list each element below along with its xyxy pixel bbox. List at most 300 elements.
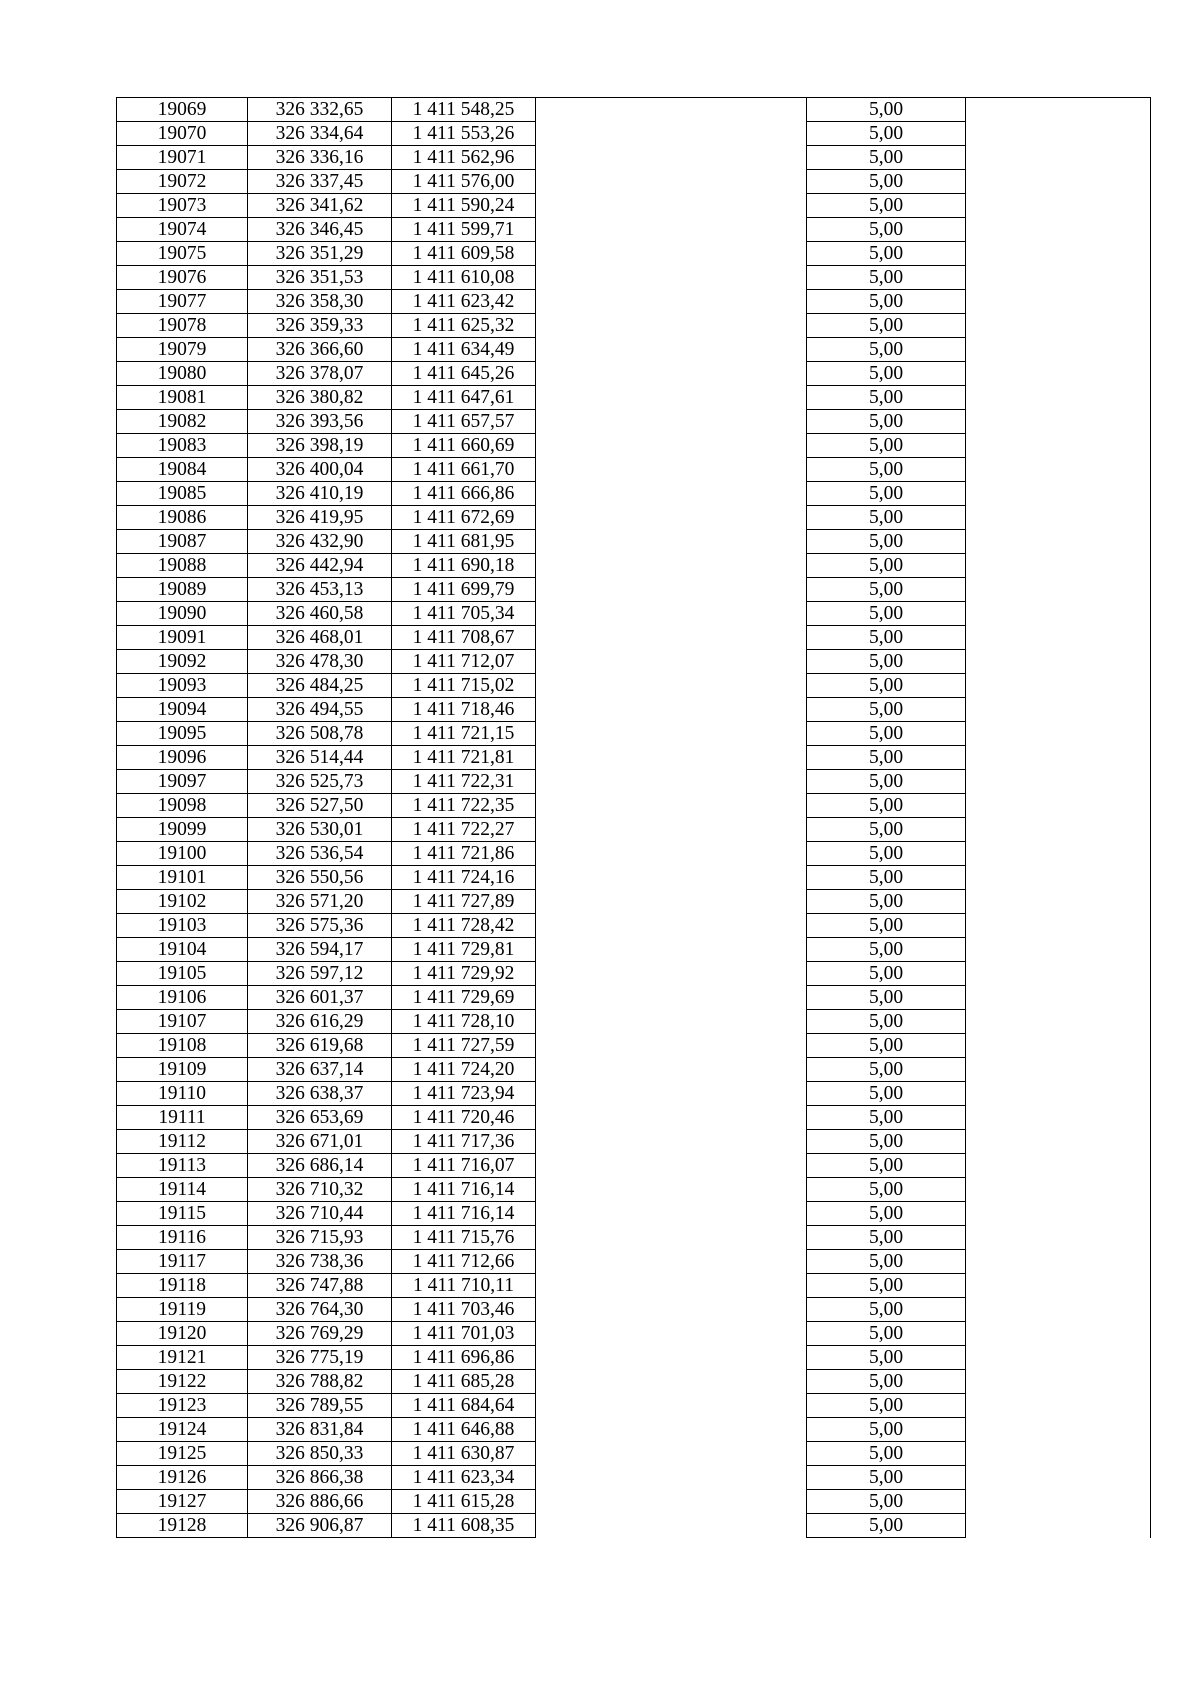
error-cell: 5,00	[807, 938, 966, 962]
point-number-cell: 19115	[117, 1202, 248, 1226]
point-number-cell: 19080	[117, 362, 248, 386]
error-cell: 5,00	[807, 1322, 966, 1346]
error-cell: 5,00	[807, 314, 966, 338]
error-cell: 5,00	[807, 1466, 966, 1490]
blank-cell	[536, 794, 807, 818]
point-number-cell: 19126	[117, 1466, 248, 1490]
table-row	[117, 746, 1151, 770]
table-row	[117, 1394, 1151, 1418]
error-cell: 5,00	[807, 146, 966, 170]
blank-cell	[536, 602, 807, 626]
y-coordinate-cell: 1 411 615,28	[392, 1490, 536, 1514]
x-coordinate-cell: 326 478,30	[248, 650, 392, 674]
blank-cell	[536, 1010, 807, 1034]
blank-cell	[966, 1322, 1151, 1346]
point-number-cell: 19083	[117, 434, 248, 458]
x-coordinate-cell: 326 769,29	[248, 1322, 392, 1346]
point-number-cell: 19085	[117, 482, 248, 506]
point-number-cell: 19121	[117, 1346, 248, 1370]
y-coordinate-cell: 1 411 645,26	[392, 362, 536, 386]
point-number-cell: 19090	[117, 602, 248, 626]
blank-cell	[966, 146, 1151, 170]
x-coordinate-cell: 326 334,64	[248, 122, 392, 146]
blank-cell	[966, 122, 1151, 146]
y-coordinate-cell: 1 411 610,08	[392, 266, 536, 290]
blank-cell	[966, 962, 1151, 986]
point-number-cell: 19091	[117, 626, 248, 650]
y-coordinate-cell: 1 411 712,66	[392, 1250, 536, 1274]
blank-cell	[536, 554, 807, 578]
blank-cell	[966, 242, 1151, 266]
x-coordinate-cell: 326 366,60	[248, 338, 392, 362]
x-coordinate-cell: 326 351,29	[248, 242, 392, 266]
error-cell: 5,00	[807, 1202, 966, 1226]
error-cell: 5,00	[807, 1010, 966, 1034]
y-coordinate-cell: 1 411 716,14	[392, 1178, 536, 1202]
x-coordinate-cell: 326 378,07	[248, 362, 392, 386]
blank-cell	[536, 266, 807, 290]
x-coordinate-cell: 326 536,54	[248, 842, 392, 866]
x-coordinate-cell: 326 671,01	[248, 1130, 392, 1154]
y-coordinate-cell: 1 411 729,92	[392, 962, 536, 986]
blank-cell	[966, 674, 1151, 698]
x-coordinate-cell: 326 788,82	[248, 1370, 392, 1394]
y-coordinate-cell: 1 411 590,24	[392, 194, 536, 218]
x-coordinate-cell: 326 359,33	[248, 314, 392, 338]
error-cell: 5,00	[807, 674, 966, 698]
table-row	[117, 1274, 1151, 1298]
blank-cell	[536, 650, 807, 674]
blank-cell	[966, 1058, 1151, 1082]
blank-cell	[536, 1394, 807, 1418]
error-cell: 5,00	[807, 794, 966, 818]
point-number-cell: 19092	[117, 650, 248, 674]
x-coordinate-cell: 326 601,37	[248, 986, 392, 1010]
y-coordinate-cell: 1 411 718,46	[392, 698, 536, 722]
table-row	[117, 1010, 1151, 1034]
blank-cell	[536, 458, 807, 482]
point-number-cell: 19093	[117, 674, 248, 698]
blank-cell	[966, 626, 1151, 650]
point-number-cell: 19076	[117, 266, 248, 290]
x-coordinate-cell: 326 410,19	[248, 482, 392, 506]
x-coordinate-cell: 326 514,44	[248, 746, 392, 770]
blank-cell	[966, 1202, 1151, 1226]
blank-cell	[536, 362, 807, 386]
blank-cell	[966, 314, 1151, 338]
point-number-cell: 19084	[117, 458, 248, 482]
blank-cell	[536, 218, 807, 242]
y-coordinate-cell: 1 411 715,76	[392, 1226, 536, 1250]
table-row	[117, 266, 1151, 290]
table-row	[117, 626, 1151, 650]
x-coordinate-cell: 326 527,50	[248, 794, 392, 818]
blank-cell	[536, 1298, 807, 1322]
error-cell: 5,00	[807, 242, 966, 266]
blank-cell	[536, 506, 807, 530]
blank-cell	[966, 1442, 1151, 1466]
blank-cell	[966, 770, 1151, 794]
x-coordinate-cell: 326 571,20	[248, 890, 392, 914]
x-coordinate-cell: 326 789,55	[248, 1394, 392, 1418]
error-cell: 5,00	[807, 386, 966, 410]
point-number-cell: 19107	[117, 1010, 248, 1034]
error-cell: 5,00	[807, 218, 966, 242]
y-coordinate-cell: 1 411 609,58	[392, 242, 536, 266]
y-coordinate-cell: 1 411 548,25	[392, 98, 536, 122]
blank-cell	[536, 1514, 807, 1538]
table-row	[117, 794, 1151, 818]
error-cell: 5,00	[807, 986, 966, 1010]
point-number-cell: 19122	[117, 1370, 248, 1394]
x-coordinate-cell: 326 619,68	[248, 1034, 392, 1058]
error-cell: 5,00	[807, 1106, 966, 1130]
table-row	[117, 1058, 1151, 1082]
blank-cell	[536, 98, 807, 122]
y-coordinate-cell: 1 411 647,61	[392, 386, 536, 410]
point-number-cell: 19119	[117, 1298, 248, 1322]
table-row	[117, 1418, 1151, 1442]
error-cell: 5,00	[807, 1178, 966, 1202]
table-row	[117, 1442, 1151, 1466]
blank-cell	[966, 890, 1151, 914]
point-number-cell: 19079	[117, 338, 248, 362]
point-number-cell: 19081	[117, 386, 248, 410]
y-coordinate-cell: 1 411 722,35	[392, 794, 536, 818]
blank-cell	[536, 1322, 807, 1346]
error-cell: 5,00	[807, 194, 966, 218]
y-coordinate-cell: 1 411 712,07	[392, 650, 536, 674]
point-number-cell: 19110	[117, 1082, 248, 1106]
y-coordinate-cell: 1 411 657,57	[392, 410, 536, 434]
error-cell: 5,00	[807, 650, 966, 674]
point-number-cell: 19086	[117, 506, 248, 530]
point-number-cell: 19071	[117, 146, 248, 170]
error-cell: 5,00	[807, 1346, 966, 1370]
error-cell: 5,00	[807, 554, 966, 578]
blank-cell	[536, 1154, 807, 1178]
table-row	[117, 698, 1151, 722]
blank-cell	[536, 242, 807, 266]
x-coordinate-cell: 326 341,62	[248, 194, 392, 218]
point-number-cell: 19098	[117, 794, 248, 818]
blank-cell	[536, 122, 807, 146]
blank-cell	[536, 1226, 807, 1250]
y-coordinate-cell: 1 411 701,03	[392, 1322, 536, 1346]
y-coordinate-cell: 1 411 724,20	[392, 1058, 536, 1082]
point-number-cell: 19103	[117, 914, 248, 938]
y-coordinate-cell: 1 411 666,86	[392, 482, 536, 506]
y-coordinate-cell: 1 411 634,49	[392, 338, 536, 362]
point-number-cell: 19097	[117, 770, 248, 794]
blank-cell	[536, 194, 807, 218]
blank-cell	[536, 746, 807, 770]
error-cell: 5,00	[807, 770, 966, 794]
blank-cell	[966, 386, 1151, 410]
point-number-cell: 19070	[117, 122, 248, 146]
blank-cell	[966, 1082, 1151, 1106]
table-row	[117, 506, 1151, 530]
table-row	[117, 578, 1151, 602]
point-number-cell: 19108	[117, 1034, 248, 1058]
y-coordinate-cell: 1 411 716,14	[392, 1202, 536, 1226]
point-number-cell: 19111	[117, 1106, 248, 1130]
table-row	[117, 314, 1151, 338]
blank-cell	[966, 842, 1151, 866]
x-coordinate-cell: 326 710,32	[248, 1178, 392, 1202]
blank-cell	[966, 290, 1151, 314]
blank-cell	[536, 386, 807, 410]
blank-cell	[966, 1514, 1151, 1538]
blank-cell	[966, 1298, 1151, 1322]
x-coordinate-cell: 326 530,01	[248, 818, 392, 842]
blank-cell	[966, 986, 1151, 1010]
blank-cell	[536, 410, 807, 434]
point-number-cell: 19075	[117, 242, 248, 266]
point-number-cell: 19112	[117, 1130, 248, 1154]
table-row	[117, 914, 1151, 938]
x-coordinate-cell: 326 494,55	[248, 698, 392, 722]
coordinates-table	[116, 97, 1151, 1538]
x-coordinate-cell: 326 432,90	[248, 530, 392, 554]
blank-cell	[966, 1466, 1151, 1490]
y-coordinate-cell: 1 411 722,27	[392, 818, 536, 842]
y-coordinate-cell: 1 411 729,81	[392, 938, 536, 962]
blank-cell	[966, 650, 1151, 674]
x-coordinate-cell: 326 484,25	[248, 674, 392, 698]
blank-cell	[536, 1202, 807, 1226]
blank-cell	[966, 914, 1151, 938]
blank-cell	[966, 362, 1151, 386]
blank-cell	[536, 818, 807, 842]
point-number-cell: 19078	[117, 314, 248, 338]
y-coordinate-cell: 1 411 721,15	[392, 722, 536, 746]
x-coordinate-cell: 326 336,16	[248, 146, 392, 170]
blank-cell	[536, 1178, 807, 1202]
blank-cell	[536, 626, 807, 650]
blank-cell	[536, 290, 807, 314]
x-coordinate-cell: 326 351,53	[248, 266, 392, 290]
blank-cell	[966, 410, 1151, 434]
error-cell: 5,00	[807, 1058, 966, 1082]
y-coordinate-cell: 1 411 599,71	[392, 218, 536, 242]
x-coordinate-cell: 326 747,88	[248, 1274, 392, 1298]
blank-cell	[536, 1082, 807, 1106]
x-coordinate-cell: 326 398,19	[248, 434, 392, 458]
blank-cell	[966, 1226, 1151, 1250]
y-coordinate-cell: 1 411 553,26	[392, 122, 536, 146]
y-coordinate-cell: 1 411 623,34	[392, 1466, 536, 1490]
y-coordinate-cell: 1 411 703,46	[392, 1298, 536, 1322]
blank-cell	[966, 482, 1151, 506]
table-row	[117, 1322, 1151, 1346]
y-coordinate-cell: 1 411 729,69	[392, 986, 536, 1010]
x-coordinate-cell: 326 508,78	[248, 722, 392, 746]
blank-cell	[536, 314, 807, 338]
blank-cell	[966, 722, 1151, 746]
blank-cell	[536, 1274, 807, 1298]
blank-cell	[966, 506, 1151, 530]
blank-cell	[536, 842, 807, 866]
y-coordinate-cell: 1 411 723,94	[392, 1082, 536, 1106]
blank-cell	[966, 170, 1151, 194]
error-cell: 5,00	[807, 1130, 966, 1154]
blank-cell	[966, 794, 1151, 818]
blank-cell	[536, 1466, 807, 1490]
x-coordinate-cell: 326 332,65	[248, 98, 392, 122]
error-cell: 5,00	[807, 890, 966, 914]
blank-cell	[536, 866, 807, 890]
blank-cell	[966, 1250, 1151, 1274]
blank-cell	[966, 98, 1151, 122]
point-number-cell: 19096	[117, 746, 248, 770]
error-cell: 5,00	[807, 98, 966, 122]
x-coordinate-cell: 326 866,38	[248, 1466, 392, 1490]
table-row	[117, 1250, 1151, 1274]
x-coordinate-cell: 326 442,94	[248, 554, 392, 578]
error-cell: 5,00	[807, 746, 966, 770]
blank-cell	[536, 1250, 807, 1274]
x-coordinate-cell: 326 468,01	[248, 626, 392, 650]
blank-cell	[966, 458, 1151, 482]
blank-cell	[536, 1442, 807, 1466]
error-cell: 5,00	[807, 170, 966, 194]
blank-cell	[966, 1130, 1151, 1154]
table-row	[117, 1202, 1151, 1226]
blank-cell	[966, 1418, 1151, 1442]
blank-cell	[536, 722, 807, 746]
error-cell: 5,00	[807, 962, 966, 986]
blank-cell	[536, 914, 807, 938]
point-number-cell: 19120	[117, 1322, 248, 1346]
table-row	[117, 962, 1151, 986]
y-coordinate-cell: 1 411 727,59	[392, 1034, 536, 1058]
error-cell: 5,00	[807, 1442, 966, 1466]
error-cell: 5,00	[807, 818, 966, 842]
table-row	[117, 242, 1151, 266]
blank-cell	[536, 1490, 807, 1514]
blank-cell	[966, 266, 1151, 290]
error-cell: 5,00	[807, 458, 966, 482]
error-cell: 5,00	[807, 1298, 966, 1322]
blank-cell	[966, 338, 1151, 362]
y-coordinate-cell: 1 411 716,07	[392, 1154, 536, 1178]
x-coordinate-cell: 326 525,73	[248, 770, 392, 794]
table-row	[117, 458, 1151, 482]
blank-cell	[966, 530, 1151, 554]
blank-cell	[966, 818, 1151, 842]
y-coordinate-cell: 1 411 681,95	[392, 530, 536, 554]
y-coordinate-cell: 1 411 715,02	[392, 674, 536, 698]
error-cell: 5,00	[807, 1418, 966, 1442]
table-row	[117, 194, 1151, 218]
x-coordinate-cell: 326 775,19	[248, 1346, 392, 1370]
y-coordinate-cell: 1 411 623,42	[392, 290, 536, 314]
blank-cell	[536, 938, 807, 962]
table-row	[117, 1178, 1151, 1202]
blank-cell	[536, 986, 807, 1010]
blank-cell	[536, 578, 807, 602]
y-coordinate-cell: 1 411 708,67	[392, 626, 536, 650]
table-row	[117, 1034, 1151, 1058]
x-coordinate-cell: 326 453,13	[248, 578, 392, 602]
blank-cell	[966, 554, 1151, 578]
x-coordinate-cell: 326 638,37	[248, 1082, 392, 1106]
point-number-cell: 19118	[117, 1274, 248, 1298]
error-cell: 5,00	[807, 338, 966, 362]
error-cell: 5,00	[807, 1082, 966, 1106]
error-cell: 5,00	[807, 842, 966, 866]
y-coordinate-cell: 1 411 727,89	[392, 890, 536, 914]
table-row	[117, 122, 1151, 146]
x-coordinate-cell: 326 637,14	[248, 1058, 392, 1082]
point-number-cell: 19113	[117, 1154, 248, 1178]
y-coordinate-cell: 1 411 684,64	[392, 1394, 536, 1418]
blank-cell	[966, 746, 1151, 770]
blank-cell	[536, 338, 807, 362]
error-cell: 5,00	[807, 266, 966, 290]
point-number-cell: 19127	[117, 1490, 248, 1514]
point-number-cell: 19072	[117, 170, 248, 194]
blank-cell	[966, 1490, 1151, 1514]
point-number-cell: 19105	[117, 962, 248, 986]
y-coordinate-cell: 1 411 576,00	[392, 170, 536, 194]
point-number-cell: 19102	[117, 890, 248, 914]
table-row	[117, 554, 1151, 578]
blank-cell	[536, 1058, 807, 1082]
blank-cell	[536, 674, 807, 698]
blank-cell	[536, 1130, 807, 1154]
error-cell: 5,00	[807, 578, 966, 602]
y-coordinate-cell: 1 411 720,46	[392, 1106, 536, 1130]
point-number-cell: 19095	[117, 722, 248, 746]
point-number-cell: 19124	[117, 1418, 248, 1442]
table-row	[117, 146, 1151, 170]
blank-cell	[966, 1346, 1151, 1370]
blank-cell	[536, 1418, 807, 1442]
blank-cell	[536, 890, 807, 914]
table-row	[117, 362, 1151, 386]
blank-cell	[536, 530, 807, 554]
table-row	[117, 602, 1151, 626]
error-cell: 5,00	[807, 530, 966, 554]
table-row	[117, 1466, 1151, 1490]
y-coordinate-cell: 1 411 717,36	[392, 1130, 536, 1154]
x-coordinate-cell: 326 764,30	[248, 1298, 392, 1322]
coordinates-table-body	[117, 98, 1151, 1538]
error-cell: 5,00	[807, 482, 966, 506]
error-cell: 5,00	[807, 602, 966, 626]
x-coordinate-cell: 326 738,36	[248, 1250, 392, 1274]
x-coordinate-cell: 326 337,45	[248, 170, 392, 194]
x-coordinate-cell: 326 346,45	[248, 218, 392, 242]
x-coordinate-cell: 326 597,12	[248, 962, 392, 986]
error-cell: 5,00	[807, 1490, 966, 1514]
y-coordinate-cell: 1 411 722,31	[392, 770, 536, 794]
blank-cell	[536, 1106, 807, 1130]
point-number-cell: 19077	[117, 290, 248, 314]
y-coordinate-cell: 1 411 625,32	[392, 314, 536, 338]
table-row	[117, 1226, 1151, 1250]
point-number-cell: 19073	[117, 194, 248, 218]
point-number-cell: 19074	[117, 218, 248, 242]
blank-cell	[536, 962, 807, 986]
error-cell: 5,00	[807, 1370, 966, 1394]
point-number-cell: 19069	[117, 98, 248, 122]
blank-cell	[536, 482, 807, 506]
error-cell: 5,00	[807, 362, 966, 386]
table-row	[117, 410, 1151, 434]
